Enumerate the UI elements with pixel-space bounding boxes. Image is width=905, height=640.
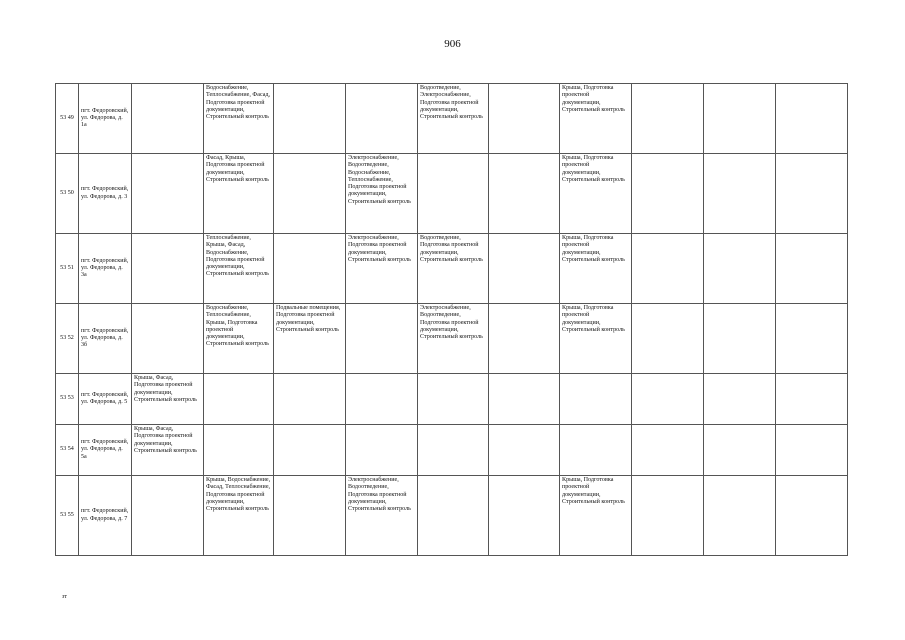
work-cell: [132, 84, 204, 154]
work-cell: [704, 84, 776, 154]
work-cell: Электроснабжение, Водоотведение, Подготовка проектной документации, Строительный контроль: [346, 476, 418, 556]
work-cell: [776, 84, 848, 154]
work-cell: Крыша, Подготовка проектной документации, Строительный контроль: [560, 476, 632, 556]
work-cell: [560, 425, 632, 476]
work-cell: [704, 425, 776, 476]
work-cell: Крыша, Подготовка проектной документации, Строительный контроль: [560, 154, 632, 234]
work-cell: [489, 304, 560, 374]
work-cell: Теплоснабжение, Крыша, Фасад, Водоснабжение, Подготовка проектной документации, Строительный контроль: [204, 234, 274, 304]
work-cell: [632, 84, 704, 154]
work-cell: [489, 476, 560, 556]
work-cell: [274, 476, 346, 556]
work-cell: [704, 154, 776, 234]
table-row: [56, 84, 848, 154]
work-cell: [204, 374, 274, 425]
work-cell: Электроснабжение, Водоотведение, Водоснабжение, Теплоснабжение, Подготовка проектной документации, Строительный контроль: [346, 154, 418, 234]
work-cell: Водоотведение, Электроснабжение, Подготовка проектной документации, Строительный контроль: [418, 84, 489, 154]
work-cell: [632, 476, 704, 556]
work-cell: [704, 234, 776, 304]
work-cell: [632, 374, 704, 425]
work-cell: [418, 374, 489, 425]
work-cell: Подвальные помещения, Подготовка проектной документации, Строительный контроль: [274, 304, 346, 374]
works-table: [55, 83, 848, 556]
work-cell: [274, 374, 346, 425]
page-number: 906: [444, 38, 461, 50]
work-cell: [274, 425, 346, 476]
work-cell: [274, 84, 346, 154]
work-cell: [632, 304, 704, 374]
work-cell: Крыша, Фасад, Подготовка проектной документации, Строительный контроль: [132, 425, 204, 476]
work-cell: [346, 84, 418, 154]
work-cell: Водоотведение, Подготовка проектной документации, Строительный контроль: [418, 234, 489, 304]
work-cell: [489, 425, 560, 476]
address-cell: пгт. Федоровский, ул. Федорова, д. 5: [79, 374, 132, 425]
address-cell: пгт. Федоровский, ул. Федорова, д. 3: [79, 154, 132, 234]
address-cell: пгт. Федоровский, ул. Федорова, д. 1а: [79, 84, 132, 154]
work-cell: Крыша, Водоснабжение, Фасад, Теплоснабжение, Подготовка проектной документации, Строительный контроль: [204, 476, 274, 556]
row-number: 53 49: [56, 84, 79, 154]
work-cell: [132, 304, 204, 374]
work-cell: Водоснабжение, Теплоснабжение, Фасад, Подготовка проектной документации, Строительный контроль: [204, 84, 274, 154]
work-cell: [418, 154, 489, 234]
work-cell: [489, 154, 560, 234]
table-row: [56, 425, 848, 476]
work-cell: [776, 476, 848, 556]
work-cell: [704, 374, 776, 425]
footer-mark: зт: [62, 594, 67, 600]
work-cell: [632, 154, 704, 234]
table-row: [56, 304, 848, 374]
work-cell: [489, 234, 560, 304]
work-cell: [704, 304, 776, 374]
row-number: 53 53: [56, 374, 79, 425]
work-cell: Электроснабжение, Водоотведение, Подготовка проектной документации, Строительный контроль: [418, 304, 489, 374]
work-cell: [560, 374, 632, 425]
work-cell: Крыша, Подготовка проектной документации, Строительный контроль: [560, 234, 632, 304]
work-cell: Крыша, Подготовка проектной документации, Строительный контроль: [560, 304, 632, 374]
work-cell: [274, 234, 346, 304]
work-cell: [132, 234, 204, 304]
work-cell: Водоснабжение, Теплоснабжение, Крыша, Подготовка проектной документации, Строительный контроль: [204, 304, 274, 374]
work-cell: [132, 476, 204, 556]
work-cell: [418, 476, 489, 556]
work-cell: [776, 304, 848, 374]
row-number: 53 52: [56, 304, 79, 374]
row-number: 53 55: [56, 476, 79, 556]
row-number: 53 54: [56, 425, 79, 476]
work-cell: [632, 234, 704, 304]
work-cell: [776, 234, 848, 304]
address-cell: пгт. Федоровский, ул. Федорова, д. 3а: [79, 234, 132, 304]
address-cell: пгт. Федоровский, ул. Федорова, д. 3б: [79, 304, 132, 374]
work-cell: [346, 304, 418, 374]
address-cell: пгт. Федоровский, ул. Федорова, д. 5а: [79, 425, 132, 476]
work-cell: [776, 425, 848, 476]
work-cell: [489, 374, 560, 425]
work-cell: [346, 425, 418, 476]
work-cell: [489, 84, 560, 154]
table-row: [56, 374, 848, 425]
row-number: 53 51: [56, 234, 79, 304]
work-cell: [274, 154, 346, 234]
table-row: [56, 234, 848, 304]
work-cell: [418, 425, 489, 476]
table-row: [56, 476, 848, 556]
work-cell: [704, 476, 776, 556]
work-cell: [204, 425, 274, 476]
row-number: 53 50: [56, 154, 79, 234]
work-cell: [132, 154, 204, 234]
work-cell: Электроснабжение, Подготовка проектной документации, Строительный контроль: [346, 234, 418, 304]
address-cell: пгт. Федоровский, ул. Федорова, д. 7: [79, 476, 132, 556]
work-cell: Крыша, Подготовка проектной документации, Строительный контроль: [560, 84, 632, 154]
work-cell: [632, 425, 704, 476]
work-cell: [346, 374, 418, 425]
table-row: [56, 154, 848, 234]
work-cell: [776, 374, 848, 425]
work-cell: [776, 154, 848, 234]
work-cell: Фасад, Крыша, Подготовка проектной документации, Строительный контроль: [204, 154, 274, 234]
work-cell: Крыша, Фасад, Подготовка проектной документации, Строительный контроль: [132, 374, 204, 425]
